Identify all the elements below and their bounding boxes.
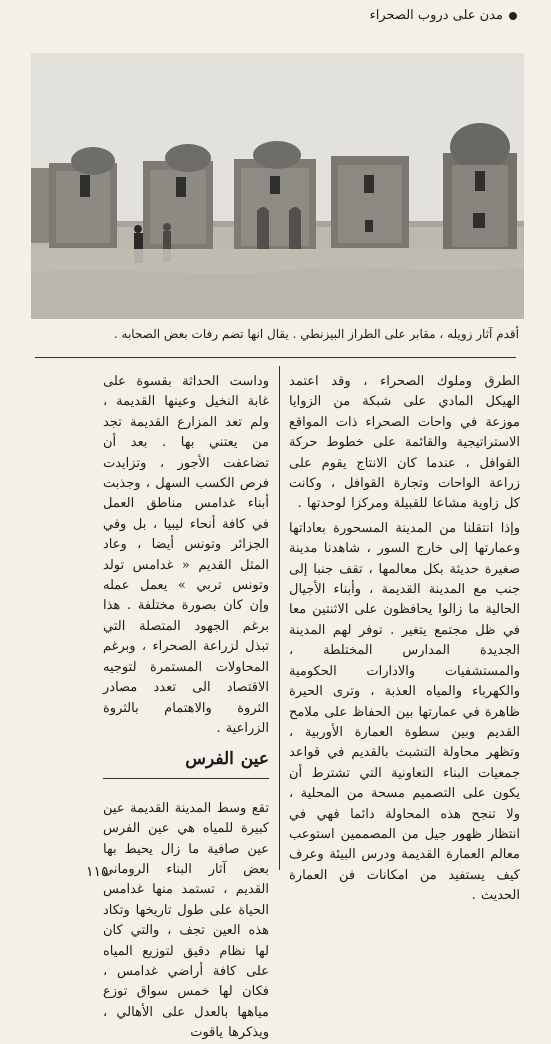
figure-caption: أقدم آثار زويله ، مقابر على الطراز البيزنطي . يقال انها تضم رفات بعض الصحابه . (113, 327, 519, 341)
page-number: ١١٥ (86, 864, 109, 880)
column-divider (279, 366, 280, 870)
right-column (289, 372, 520, 907)
header-bullet-icon (509, 12, 517, 20)
right-paragraph-1: الطرق وملوك الصحراء ، وقد اعتمد الهيكل المادي على شبكة من الزوايا موزعة في واحات الصحراء ذات المواقع الاستراتيجية والقائمة على خطوط حركة القوافل ، عندما كان الانتاج يقوم على زراعة الواحات وتجارة القوافل ، وكانت كل زاوية مشاعا للقبيلة ومركزا لوحدتها . (289, 374, 520, 512)
left-paragraph-bottom: تقع وسط المدينة القديمة عين كبيرة للمياه هي عين الفرس عين صافية ما زال يحيط بها بعض آثار البناء الروماني القديم ، تستمد منها غدامس الحياة على طول تاريخها وتكاد هذه العين تجف ، والتي كان لها نظام دقيق لتوزيع المياه على كافة أراضي غدامس ، فكان لها خمس سواق توزع مياهها بالعدل على الأهالي ، ويذكرها ياقوت (103, 800, 269, 1041)
top-divider (35, 357, 516, 358)
right-paragraph-2: وإذا انتقلنا من المدينة المسحورة بعاداتها وعمارتها إلى خارج السور ، شاهدنا مدينة صغيرة حديثة بكل معالمها ، تقف جنبا إلى جنب مع المدينة القديمة ، وأبناء الأجيال الحالية ما زالوا يحافظون على الاثنتين معا في ظل مجتمع يتغير . توفر لهم المدينة الجديدة المدارس المختلطة ، والمستشفيات والادارات الحكومية والكهرباء والمياه العذبة ، وترى الحيرة ظاهرة في عمارتها بين الحفاظ على ملامح القديم وبين سطوة العمارة الأوربية ، وتظهر محاولة التشبث بالقديم في قواعد جمعيات البناء التعاونية التي تشترط أن يكون على التصميم مسحة من المحلية ، ولا تنجح هذه المحاولة دائما فهي في انتظار ظهور جيل من المصممين استوعب معالم العمارة القديمة ودرس البيئة وعرف كيف يستفيد من امكانات فن العمارة الحديث . (288, 520, 520, 904)
section-title: عين الفرس (185, 749, 269, 770)
running-title: مدن على دروب الصحراء (369, 8, 503, 23)
section-title-rule (103, 778, 269, 779)
left-column (103, 372, 269, 1044)
running-header (370, 8, 517, 23)
left-paragraph-top: وداست الحداثة بقسوة على غابة النخيل وعينها القديمة ، ولم تعد المزارع القديمة تجد من يعتني بها . بعد أن تضاعفت الأجور ، وتزايدت فرص الكسب السهل ، وجذبت أبناء غدامس مناطق العمل في كافة أنحاء ليبيا ، بل وفي الجزائر وتونس أيضا ، وعاد المثل القديم « غدامس تولد وتونس تربي » يعمل عمله وإن كان بصورة مختلفة . هذا برغم الجهود المتصلة التي تبذل لزراعة الصحراء ، وبرغم المحاولات المستمرة لتوجيه الاقتصاد الى تعدد مصادر الثروة والاهتمام بالثروة الزراعية . (103, 374, 269, 736)
figure-photo (31, 53, 524, 319)
tomb-photo-illustration (31, 53, 524, 319)
